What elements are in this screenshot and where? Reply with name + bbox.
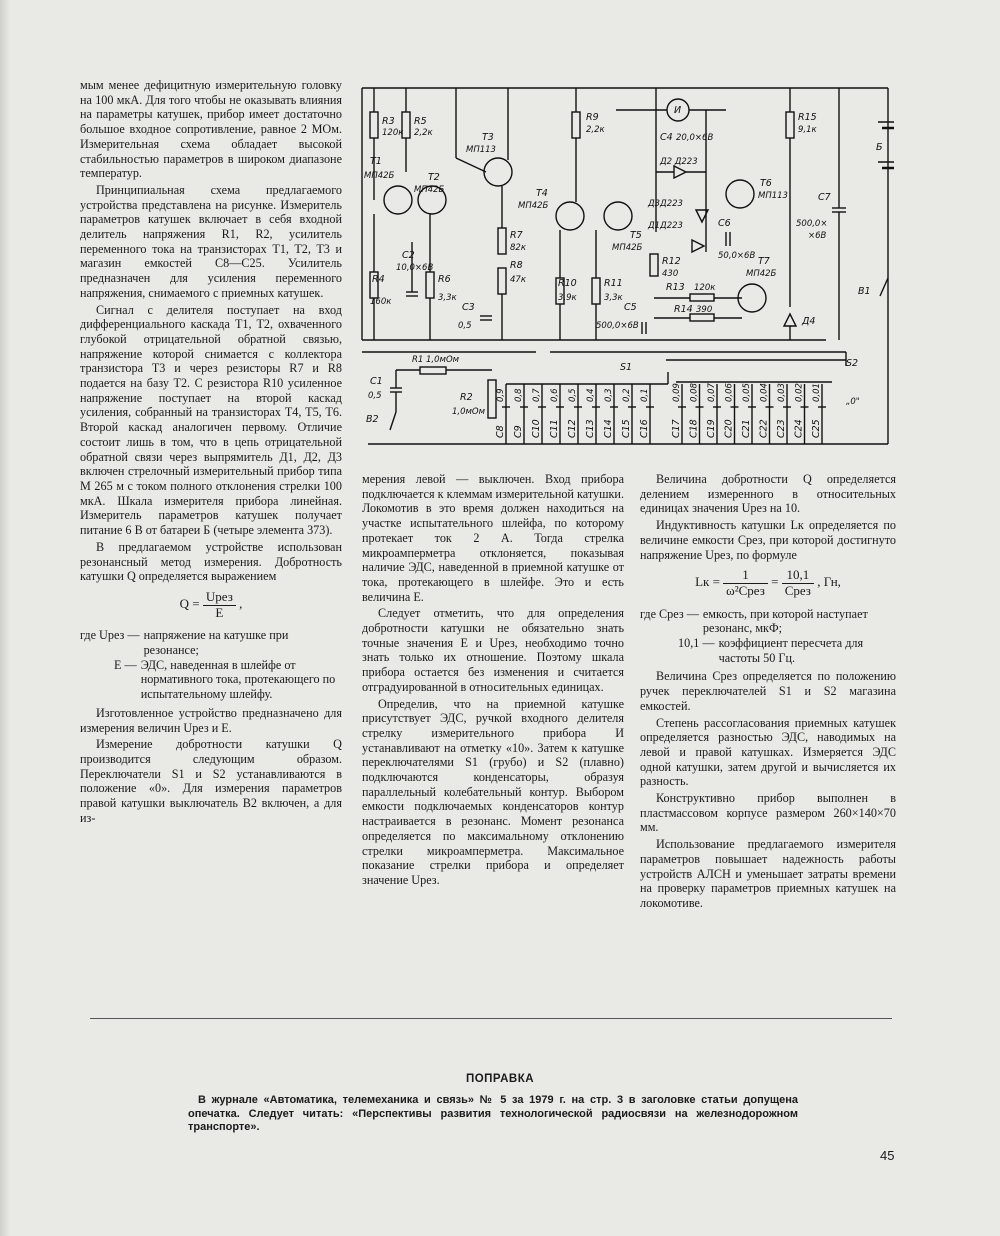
text-column-1	[80, 78, 342, 827]
label-r2: R2	[460, 392, 473, 403]
label-c5-value: 500,0×6В	[596, 321, 639, 331]
label-r6: R6	[438, 274, 451, 285]
label-c7: C7	[818, 192, 831, 203]
formula-fraction	[203, 590, 236, 620]
s2-value-label: 0,01	[812, 383, 822, 402]
resistor-r12	[650, 254, 658, 276]
paragraph: Величина добротности Q определяется делением измеренного в относительных единицах значения Uрез на 10.	[640, 472, 896, 516]
label-d2: Д2 Д223	[660, 157, 698, 167]
s1-value-label: 0,7	[532, 388, 542, 402]
label-s2: S2	[846, 358, 859, 369]
formula-fraction-2	[782, 568, 814, 598]
diode-d4	[784, 314, 796, 326]
label-r14-value: 390	[696, 305, 713, 315]
definition-row	[640, 636, 896, 665]
s2-value-label: 0,05	[742, 383, 752, 402]
label-r9-value: 2,2к	[586, 125, 605, 135]
s1-capacitor-label: C12	[567, 419, 578, 438]
label-c2-value: 10,0×6В	[396, 263, 434, 273]
definition-term: 10,1 —	[678, 636, 715, 651]
label-t1-type: МП42Б	[364, 171, 395, 181]
label-c7-value: 500,0×	[796, 219, 828, 229]
s1-value-label: 0,9	[496, 388, 506, 402]
capacitor-bank	[495, 382, 826, 444]
label-r10: R10	[558, 278, 577, 289]
s2-capacitor-label: C20	[723, 419, 735, 438]
formula-numerator: Uрез	[203, 590, 236, 606]
label-t4-type: МП42Б	[518, 201, 549, 211]
label-b1: B1	[858, 286, 871, 297]
label-t2-type: МП42Б	[414, 185, 445, 195]
label-b2: B2	[366, 414, 379, 425]
label-c4-value: 20,0×6В	[676, 133, 714, 143]
label-t3-type: МП113	[466, 145, 496, 155]
definition-row	[80, 658, 342, 702]
s2-value-label: 0,08	[689, 383, 700, 402]
label-r2-value: 1,0мОм	[452, 407, 486, 417]
formula-denominator: Cрез	[784, 582, 811, 598]
label-r6-value: 3,3к	[438, 293, 457, 303]
definition-desc: емкость, при которой наступает резонанс, мкФ;	[702, 606, 868, 636]
s1-value-label: 0,4	[586, 388, 596, 402]
definition-desc: ЭДС, наведенная в шлейфе от нормативного тока, протекающего по испытательному шлейфу.	[140, 657, 336, 702]
label-t6-type: МП113	[758, 191, 788, 201]
formula-denominator: ω²Cрез	[726, 582, 765, 598]
label-r5-value: 2,2к	[414, 128, 433, 138]
paragraph: Принципиальная схема предлагаемого устройства представлена на рисунке. Измеритель параметров катушек включает в себя входной делитель напряжения R1, R2, усилитель переменного тока на транзисторах T1, T2, T3 и магазин емкостей C8—C25. Усилитель предназначен для усиления переменного напряжения, снимаемого с приемных катушек.	[80, 182, 342, 300]
s2-capacitor-label: C18	[688, 419, 700, 438]
paragraph: мым менее дефицитную измерительную головку на 100 мкА. Для того чтобы не оказывать влияния на параметры катушек, прибор имеет достаточно большое входное сопротивление, равное 2 МОм. Измерительная схема обладает высокой стабильностью параметров в широком диапазоне температур.	[80, 78, 342, 181]
resistor-r14	[690, 314, 714, 321]
label-t4: T4	[536, 188, 548, 199]
transistor-t5	[604, 202, 632, 230]
label-c6: C6	[718, 218, 731, 229]
circuit-schematic	[356, 82, 894, 454]
transistor-t7	[738, 284, 766, 312]
transistor-t6	[726, 180, 754, 208]
label-d4: Д4	[802, 316, 816, 327]
label-c3: C3	[462, 302, 475, 313]
s1-capacitor-label: C14	[603, 419, 614, 438]
resistor-r11	[592, 278, 600, 304]
definition-term: где Uрез —	[80, 628, 140, 643]
formula-denominator: E	[215, 604, 224, 620]
paragraph: мерения левой — выключен. Вход прибора подключается к клеммам измерительной катушки. Локомотив в это время должен находиться на участке испытательного шлейфа, по которому протекает ток 2 А. Тогда стрелка микроамперметра отклоняется, показывая наличие ЭДС, наведенной в приемной катушке от тока, протекающего в шлейфе. Это и есть величина E.	[362, 472, 624, 604]
horizontal-divider	[90, 1018, 892, 1019]
formula-tail: ,	[239, 596, 243, 612]
formula-lhs: Q =	[179, 596, 200, 612]
diode-d2	[674, 166, 686, 178]
formula-lhs: Lк =	[695, 574, 720, 590]
definition-term: E —	[114, 657, 137, 672]
label-c2: C2	[402, 250, 415, 261]
paragraph: Сигнал с делителя поступает на вход дифференциального каскада T1, T2, охваченного глубокой отрицательной обратной связью, напряжение которой снимается с коллектора транзистора T3 и через резисторы R7 и R8 подается на базу T2. С резистора R10 усиленное напряжение поступает на второй каскад усиления, собранный на транзисторах T4, T5, T6. Второй каскад аналогичен первому. Отличие состоит лишь в том, что в цепь отрицательной обратной связи через выпрямитель Д1, Д2, Д3 включен стрелочный измерительный прибор типа М 265 м с током полного отклонения стрелки 100 мкА. Шкала измерителя прибора линейная. Измеритель параметров катушек получает питание 6 В от батареи Б (четыре элемента 373).	[80, 302, 342, 538]
resistor-r13	[690, 294, 714, 301]
correction-text: В журнале «Автоматика, телемеханика и связь» № 5 за 1979 г. на стр. 3 в заголовке статьи допущена опечатка. Следует читать: «Перспективы развития технологической радиосвязи на железнодорожном транспорте».	[188, 1094, 798, 1133]
resistor-r2	[488, 380, 496, 418]
resistor-r7	[498, 228, 506, 254]
label-r13: R13	[666, 282, 685, 293]
s1-value-label: 0,2	[622, 388, 632, 402]
s1-value-label: 0,8	[514, 388, 524, 402]
formula-numerator: 1	[723, 568, 768, 584]
label-c7-value2: ×6В	[808, 231, 827, 241]
s1-capacitor-label: C16	[639, 419, 650, 438]
formula-unit: , Гн,	[817, 574, 841, 590]
paragraph: Измерение добротности катушки Q производится следующим образом. Переключатели S1 и S2 устанавливаются в положение «0». Для измерения параметров правой катушки выключатель B2 включен, а для из-	[80, 737, 342, 825]
s1-capacitor-label: C9	[513, 425, 524, 438]
transistor-t1	[384, 186, 412, 214]
paragraph: В предлагаемом устройстве использован резонансный метод измерения. Добротность катушки Q определяется выражением	[80, 539, 342, 584]
s2-value-label: 0,07	[707, 383, 717, 402]
label-t1: T1	[370, 156, 382, 167]
label-c1: C1	[370, 376, 383, 387]
transistor-t3	[484, 158, 512, 186]
s1-capacitor-label: C11	[549, 419, 560, 438]
s1-capacitor-label: C15	[621, 419, 632, 438]
text-column-3	[640, 472, 896, 913]
resistor-r6	[426, 272, 434, 298]
transistor-t4	[556, 202, 584, 230]
label-r4: R4	[372, 274, 385, 285]
paragraph: Следует отметить, что для определения добротности катушки не обязательно знать точные значения E и Uрез, необходимо точно знать только их отношение. Поэтому шкала прибора остается без изменения и считается отградуированной в относительных единицах.	[362, 606, 624, 694]
resistor-r15	[786, 112, 794, 138]
s2-value-label: 0,06	[724, 383, 735, 402]
label-t3: T3	[482, 132, 494, 143]
label-s1: S1	[620, 362, 633, 373]
label-t5-type: МП42Б	[612, 243, 643, 253]
label-c6-value: 50,0×6В	[718, 251, 756, 261]
label-battery: Б	[876, 142, 883, 153]
label-t6: T6	[760, 178, 772, 189]
label-r11-value: 3,3к	[604, 293, 623, 303]
paragraph: Индуктивность катушки Lк определяется по величине емкости Cрез, при которой достигнуто напряжение Uрез, по формуле	[640, 518, 896, 562]
label-r15-value: 9,1к	[798, 125, 817, 135]
formula-inductance	[640, 568, 896, 598]
label-r9: R9	[586, 112, 599, 123]
label-r7-value: 82к	[510, 243, 526, 253]
text-column-2	[362, 472, 624, 890]
label-r12-value: 430	[662, 269, 679, 279]
label-r1: R1 1,0мОм	[412, 355, 460, 365]
definition-term: где Cрез —	[640, 606, 699, 621]
label-r11: R11	[604, 278, 623, 289]
label-c3-value: 0,5	[458, 321, 472, 331]
label-t5: T5	[630, 230, 642, 241]
s1-value-label: 0,6	[550, 388, 560, 402]
paragraph: Конструктивно прибор выполнен в пластмассовом корпусе размером 260×140×70 мм.	[640, 791, 896, 835]
definition-desc: напряжение на катушке при резонансе;	[143, 628, 289, 658]
label-r15: R15	[798, 112, 817, 123]
s2-capacitor-label: C22	[758, 419, 770, 438]
s1-capacitor-label: C8	[495, 425, 506, 438]
definition-row	[80, 628, 342, 657]
page-number: 45	[880, 1148, 895, 1163]
formula-numerator: 10,1	[782, 568, 814, 584]
label-r14: R14	[674, 304, 693, 315]
paragraph: Величина Cрез определяется по положению ручек переключателей S1 и S2 магазина емкостей.	[640, 669, 896, 713]
label-r3-value: 120к	[382, 128, 404, 138]
definition-row	[640, 607, 896, 636]
formula-equals: =	[771, 574, 779, 590]
label-t2: T2	[428, 172, 440, 183]
s1-value-label: 0,5	[568, 388, 578, 402]
label-r10-value: 3,9к	[558, 293, 577, 303]
formula-fraction-1	[723, 568, 768, 598]
paragraph: Степень рассогласования приемных катушек определяется разностью ЭДС, наводимых на левой и правой катушках. Измеряется ЭДС одной катушки, затем другой и вычисляется их разность.	[640, 715, 896, 789]
s1-capacitor-label: C10	[531, 419, 542, 438]
s2-capacitor-label: C19	[706, 419, 717, 438]
label-d1: Д1Д223	[648, 221, 683, 231]
definition-desc: коэффициент пересчета для частоты 50 Гц.	[718, 636, 864, 665]
paragraph: Использование предлагаемого измерителя параметров повышает надежность работы устройств АЛСН и уменьшает затраты времени на проверку параметров приемных катушек на локомотиве.	[640, 837, 896, 910]
label-t7-type: МП42Б	[746, 269, 777, 279]
label-meter: И	[674, 105, 682, 116]
s1-capacitor-label: C13	[585, 419, 596, 438]
resistor-r9	[572, 112, 580, 138]
s2-capacitor-label: C17	[671, 419, 682, 438]
s2-value-label: 0,02	[794, 383, 805, 402]
paragraph: Изготовленное устройство предназначено для измерения величин Uрез и E.	[80, 705, 342, 735]
s2-value-label: 0,04	[759, 383, 770, 402]
label-d3: Д3Д223	[648, 199, 683, 209]
label-c4: C4	[660, 132, 673, 143]
s1-value-label: 0,1	[640, 388, 650, 402]
s2-value-label: 0,09	[672, 383, 682, 402]
label-r8-value: 47к	[510, 275, 526, 285]
label-c5: C5	[624, 302, 637, 313]
s1-value-label: 0,3	[604, 388, 614, 402]
label-r5: R5	[414, 116, 427, 127]
s2-value-label: 0,03	[777, 383, 787, 402]
s2-capacitor-label: C24	[793, 419, 805, 438]
label-r3: R3	[382, 116, 395, 127]
page-gutter-shadow	[0, 0, 10, 1236]
label-r13-value: 120к	[694, 283, 716, 293]
label-r8: R8	[510, 260, 523, 271]
label-c1-value: 0,5	[368, 391, 382, 401]
paragraph: Определив, что на приемной катушке присутствует ЭДС, ручкой входного делителя стрелку измерительного прибора И устанавливают на отметку «10». Затем к катушке переключателями S1 (грубо) и S2 (плавно) подключаются конденсаторы, образуя параллельный колебательный контур. Выбором емкости подключаемых конденсаторов контур настраивается в резонанс. Момент резонанса определяется по максимальному отклонению стрелки микроамперметра. Максимальное показание стрелки прибора и определяет значение Uрез.	[362, 696, 624, 887]
resistor-r3	[370, 112, 378, 138]
s2-capacitor-label: C23	[776, 419, 787, 438]
formula-q	[80, 590, 342, 620]
label-r12: R12	[662, 256, 681, 267]
label-r7: R7	[510, 230, 523, 241]
s2-capacitor-label: C21	[741, 419, 752, 438]
correction-title: ПОПРАВКА	[465, 1073, 535, 1085]
resistor-r1	[420, 367, 446, 374]
diode-d1	[692, 240, 704, 252]
s2-capacitor-label: C25	[811, 419, 822, 438]
label-t7: T7	[758, 256, 770, 267]
label-zero-position: „0"	[846, 397, 860, 407]
label-r4-value: 160к	[370, 297, 392, 307]
resistor-r8	[498, 268, 506, 294]
